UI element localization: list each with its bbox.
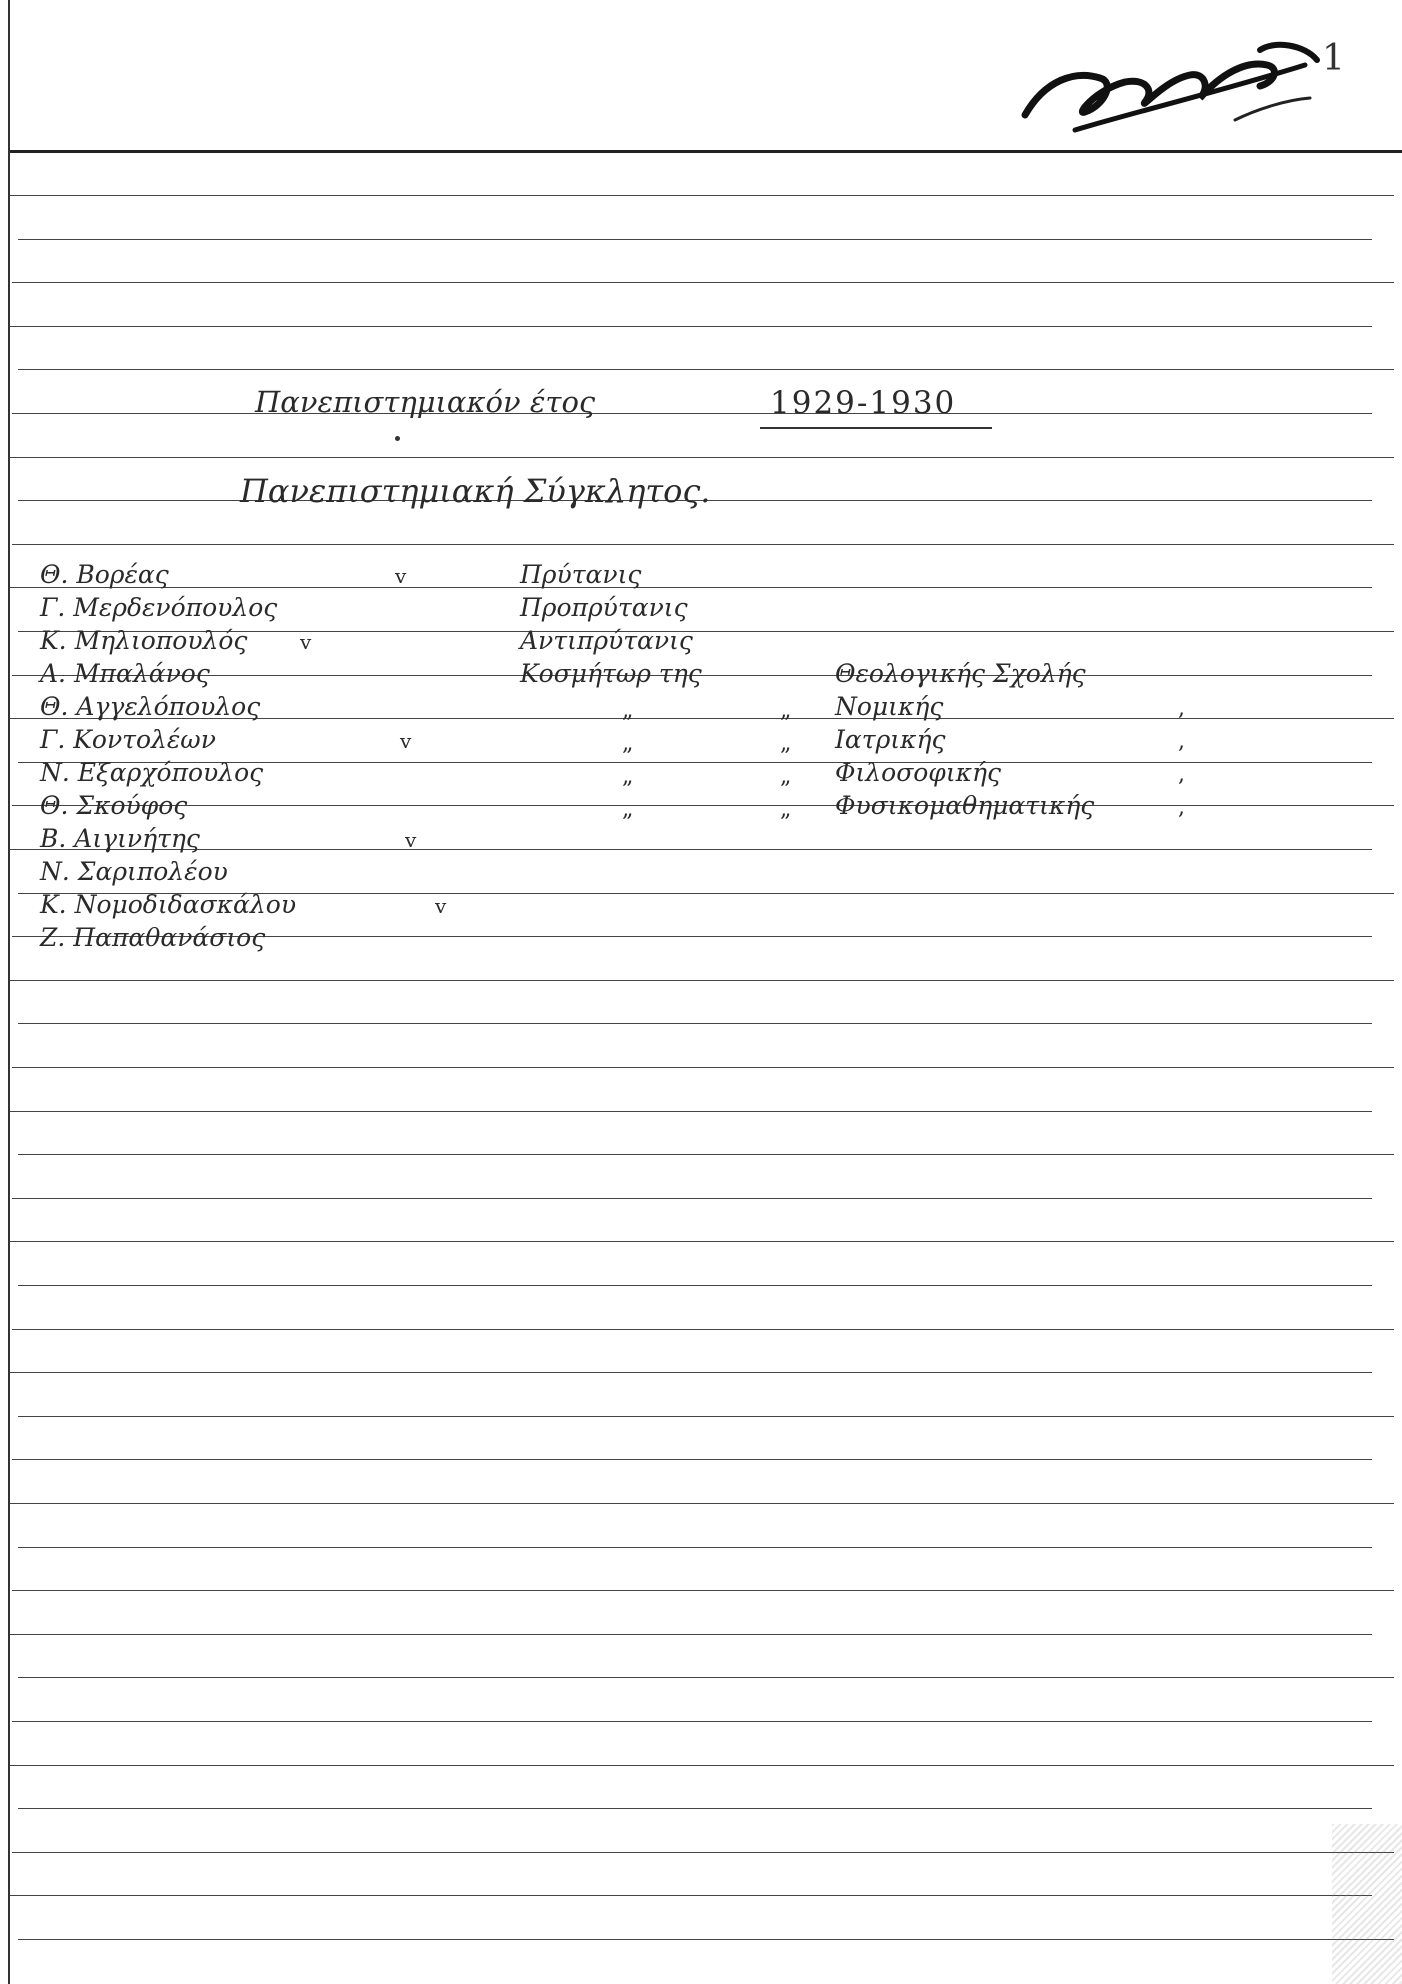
ruled-line xyxy=(18,369,1394,370)
ink-dot xyxy=(395,436,400,441)
ruled-line xyxy=(18,1154,1394,1155)
member-name: Κ. Νομοδιδασκάλου xyxy=(40,890,297,919)
member-name: Θ. Βορέας xyxy=(40,560,169,589)
member-name: Θ. Αγγελόπουλος xyxy=(40,692,261,721)
ruled-line xyxy=(18,1023,1372,1024)
ruled-line xyxy=(12,1067,1394,1068)
ruled-line xyxy=(12,1329,1394,1330)
member-name: Ζ. Παπαθανάσιος xyxy=(40,923,266,952)
member-name: Γ. Κοντολέων xyxy=(40,725,216,754)
faculty-name: Φυσικομαθηματικής xyxy=(835,791,1095,820)
ruled-line xyxy=(12,282,1394,283)
ditto-mark: „ xyxy=(780,698,792,723)
trailing-comma: , xyxy=(1178,795,1185,820)
ruled-line xyxy=(12,805,1394,806)
member-name: Κ. Μηλιοπουλός xyxy=(40,626,248,655)
trailing-comma: , xyxy=(1178,762,1185,787)
year-underline xyxy=(760,427,992,429)
member-name: Β. Αιγινήτης xyxy=(40,824,200,853)
faculty-name: Ιατρικής xyxy=(835,725,946,754)
member-role: Πρύτανις xyxy=(520,560,642,589)
ruled-line xyxy=(18,1547,1372,1548)
faculty-name: Φιλοσοφικής xyxy=(835,758,1001,787)
check-mark: v xyxy=(405,828,417,852)
member-role: Προπρύτανις xyxy=(520,593,688,622)
ruled-line xyxy=(12,1721,1372,1722)
ditto-mark: „ xyxy=(780,731,792,756)
trailing-comma: , xyxy=(1178,696,1185,721)
left-margin-line xyxy=(8,0,10,1984)
trailing-comma: , xyxy=(1178,729,1185,754)
academic-year-label: Πανεπιστημιακόν έτος xyxy=(255,385,596,419)
ruled-line xyxy=(10,1503,1394,1504)
ruled-line xyxy=(10,195,1394,196)
ruled-line xyxy=(10,980,1394,981)
ruled-line xyxy=(12,544,1394,545)
ruled-line xyxy=(10,849,1372,850)
member-role: Αντιπρύτανις xyxy=(520,626,693,655)
member-name: Α. Μπαλάνος xyxy=(40,659,210,688)
check-mark: v xyxy=(400,729,412,753)
ditto-mark: „ xyxy=(622,797,634,822)
ruled-line xyxy=(18,1939,1394,1940)
ruled-line xyxy=(18,239,1372,240)
ruled-line xyxy=(12,413,1372,414)
ruled-line xyxy=(10,326,1372,327)
ruled-line xyxy=(12,1590,1394,1591)
ruled-line xyxy=(18,1416,1394,1417)
senate-title: Πανεπιστημιακή Σύγκλητος. xyxy=(240,472,711,510)
ruled-line xyxy=(18,1808,1372,1809)
member-name: Ν. Εξαρχόπουλος xyxy=(40,758,264,787)
member-role: Κοσμήτωρ της xyxy=(520,659,702,688)
ruled-line xyxy=(10,1372,1372,1373)
check-mark: v xyxy=(435,894,447,918)
ruled-line xyxy=(10,1111,1372,1112)
member-name: Γ. Μερδενόπουλος xyxy=(40,593,278,622)
ditto-mark: „ xyxy=(622,764,634,789)
ruled-line xyxy=(18,1677,1394,1678)
academic-year-value: 1929-1930 xyxy=(770,385,957,421)
faculty-name: Νομικής xyxy=(835,692,944,721)
ruled-line xyxy=(10,1241,1394,1242)
page-number: 1 xyxy=(1322,38,1345,79)
ruled-line xyxy=(12,1459,1372,1460)
member-name: Θ. Σκούφος xyxy=(40,791,188,820)
check-mark: v xyxy=(300,630,312,654)
ruled-line xyxy=(12,1198,1372,1199)
handwritten-signature xyxy=(1005,20,1335,160)
faculty-name: Θεολογικής Σχολής xyxy=(835,659,1086,688)
ditto-mark: „ xyxy=(622,731,634,756)
check-mark: v xyxy=(395,564,407,588)
ruled-line xyxy=(10,1765,1394,1766)
ditto-mark: „ xyxy=(780,797,792,822)
member-name: Ν. Σαριπολέου xyxy=(40,857,228,886)
ditto-mark: „ xyxy=(780,764,792,789)
ruled-line xyxy=(10,1634,1372,1635)
scan-artifact xyxy=(1332,1824,1402,1984)
ruled-line xyxy=(10,457,1394,458)
ruled-line xyxy=(18,1285,1372,1286)
ruled-line xyxy=(10,1895,1372,1896)
ruled-line xyxy=(10,587,1372,588)
ruled-line xyxy=(12,1852,1394,1853)
ditto-mark: „ xyxy=(622,698,634,723)
